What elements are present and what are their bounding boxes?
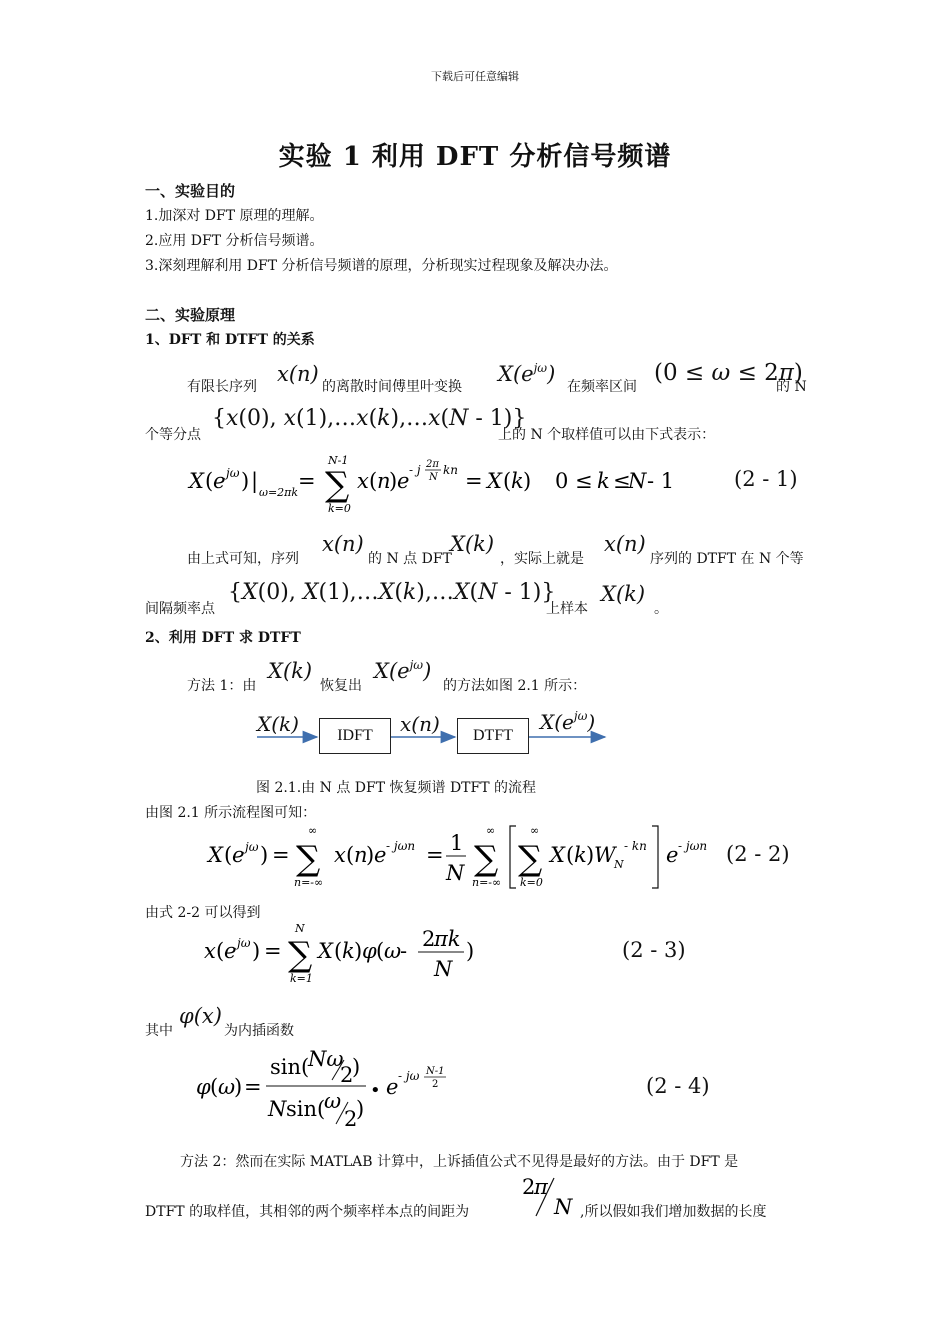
- p1-text-f: 上的 N 个取样值可以由下式表示：: [498, 427, 716, 443]
- svg-text:e: e: [386, 1075, 399, 1099]
- svg-text:- jω: - jω: [398, 1069, 420, 1083]
- svg-text:=: =: [298, 469, 316, 493]
- svg-text:2: 2: [422, 927, 436, 951]
- svg-text:e: e: [397, 469, 410, 493]
- p8-text-a: DTFT 的取样值，其相邻的两个频率样本点的间距为: [145, 1204, 470, 1220]
- svg-text:∑: ∑: [296, 839, 321, 879]
- svg-text:kn: kn: [443, 463, 458, 477]
- formula-x-n-2: x(n): [322, 532, 364, 556]
- p6-text-b: 为内插函数: [224, 1023, 294, 1039]
- svg-text:jω: jω: [226, 466, 240, 480]
- svg-text:N: N: [268, 1097, 287, 1121]
- flow-mid-label: x(n): [400, 712, 440, 736]
- svg-text:≤: ≤: [613, 469, 631, 493]
- svg-text:ω: ω: [324, 1089, 342, 1113]
- svg-text:): ): [389, 469, 398, 493]
- svg-text:x: x: [204, 939, 216, 963]
- section-2-heading: 二、实验原理: [145, 306, 236, 324]
- p7-text: 方法 2：然而在实际 MATLAB 计算中，上诉插值公式不见得是最好的方法。由于 DFT 是: [180, 1154, 739, 1170]
- formula-X-k-3: X(k): [268, 659, 313, 683]
- svg-text:0 ≤: 0 ≤: [555, 469, 593, 493]
- svg-text:k: k: [511, 469, 524, 493]
- objective-item-1: 1.加深对 DFT 原理的理解。: [145, 208, 324, 224]
- objective-item-2: 2.应用 DFT 分析信号频谱。: [145, 233, 324, 249]
- equation-2-3-number: (2 - 3): [622, 938, 686, 962]
- svg-text:): ): [586, 843, 595, 867]
- p2-text-d: 序列的 DTFT 在 N 个等: [650, 551, 804, 567]
- p5-text: 由式 2-2 可以得到: [145, 905, 261, 921]
- svg-text:(: (: [346, 843, 355, 867]
- p4-text: 由图 2.1 所示流程图可知：: [145, 805, 317, 821]
- subsection-dft-dtft: 1、DFT 和 DTFT 的关系: [145, 332, 315, 348]
- p1-text-e: 个等分点: [145, 427, 201, 443]
- svg-text:∑: ∑: [518, 839, 543, 879]
- formula-x-n-3: x(n): [604, 532, 646, 556]
- svg-text:(: (: [503, 469, 512, 493]
- formula-phi-x: φ(x): [179, 1004, 222, 1028]
- svg-text:1: 1: [450, 831, 464, 855]
- formula-sample-set: {x(0), x(1),…x(k),…x(N - 1)}: [212, 406, 527, 431]
- objective-item-3: 3.深刻理解利用 DFT 分析信号频谱的原理，分析现实过程现象及解决办法。: [145, 258, 618, 274]
- svg-text:N: N: [446, 861, 465, 885]
- svg-text:n: n: [354, 843, 368, 867]
- p1-text-b: 的离散时间傅里叶变换: [322, 379, 462, 395]
- p2-text-e: 间隔频率点: [145, 601, 215, 617]
- svg-text:∑: ∑: [325, 465, 350, 505]
- svg-text:): ): [366, 843, 375, 867]
- flow-output-label: $X(e^{j\omega})$: [540, 709, 596, 734]
- svg-text:sin(: sin(: [270, 1055, 310, 1079]
- svg-text:n=-∞: n=-∞: [294, 876, 324, 889]
- svg-text:(: (: [224, 843, 233, 867]
- svg-text:φ: φ: [362, 939, 377, 963]
- svg-text:2: 2: [344, 1107, 358, 1131]
- p2-text-f: 上样本: [546, 601, 588, 617]
- svg-text:(: (: [369, 469, 378, 493]
- svg-text:∑: ∑: [288, 935, 313, 975]
- formula-X-k-2: X(k): [601, 582, 646, 606]
- equation-2-1: [185, 450, 675, 516]
- svg-text:φ: φ: [196, 1075, 211, 1099]
- svg-text:(: (: [216, 939, 225, 963]
- svg-text:π: π: [534, 1175, 548, 1199]
- flow-box-dtft: [457, 718, 529, 754]
- svg-text:(: (: [205, 469, 214, 493]
- svg-text:(: (: [566, 843, 575, 867]
- svg-text:k=1: k=1: [290, 972, 313, 985]
- svg-text:): ): [252, 939, 261, 963]
- formula-x-n: x(n): [277, 362, 319, 386]
- svg-text:e: e: [232, 843, 245, 867]
- p2-text-a: 由上式可知，序列: [187, 551, 299, 567]
- svg-text:e: e: [666, 843, 679, 867]
- svg-text:W: W: [594, 843, 616, 867]
- svg-text:X: X: [208, 843, 223, 867]
- p2-text-b: 的 N 点 DFT: [368, 551, 452, 567]
- svg-text:N-1: N-1: [426, 1066, 445, 1077]
- svg-text:ω: ω: [218, 1075, 236, 1099]
- svg-text:ω=2πk: ω=2πk: [259, 486, 299, 499]
- svg-text:πk: πk: [434, 927, 461, 951]
- svg-text:k: k: [574, 843, 587, 867]
- svg-text:k: k: [342, 939, 355, 963]
- svg-text:k=0: k=0: [328, 502, 351, 515]
- flow-box-idft: [319, 718, 391, 754]
- svg-text:2π: 2π: [426, 459, 439, 470]
- formula-X-k: X(k): [450, 532, 495, 556]
- svg-text:e: e: [224, 939, 237, 963]
- p3-text-c: 的方法如图 2.1 所示：: [443, 678, 587, 694]
- svg-text:x: x: [357, 469, 369, 493]
- equation-2-2: [204, 820, 724, 894]
- p1-text-d: 的 N: [776, 379, 807, 395]
- svg-text:N: N: [554, 1195, 573, 1219]
- equation-2-3: [200, 918, 500, 988]
- svg-text:N: N: [614, 858, 624, 871]
- formula-interval: (0 ≤ ω ≤ 2π): [654, 360, 803, 386]
- svg-text:∞: ∞: [530, 824, 540, 837]
- svg-text:): ): [260, 843, 269, 867]
- equation-2-4-number: (2 - 4): [646, 1074, 710, 1098]
- page-title: 实验 1 利用 DFT 分析信号频谱: [278, 142, 672, 172]
- svg-text:=: =: [426, 843, 444, 867]
- svg-text:2: 2: [340, 1063, 354, 1087]
- equation-2-2-number: (2 - 2): [726, 842, 790, 866]
- svg-text:): ): [241, 469, 250, 493]
- formula-X-ejw: $X(e^{j\omega})$: [498, 361, 556, 386]
- p8-text-b: ,所以假如我们增加数据的长度: [580, 1204, 767, 1220]
- svg-text:k: k: [597, 469, 610, 493]
- p1-text-c: 在频率区间: [567, 379, 637, 395]
- svg-text:X: X: [189, 469, 204, 493]
- svg-text:): ): [523, 469, 532, 493]
- svg-text:n: n: [377, 469, 391, 493]
- formula-2pi-over-N: [518, 1172, 582, 1220]
- svg-text:X: X: [487, 469, 502, 493]
- svg-text:): ): [352, 1055, 361, 1079]
- p2-text-g: 。: [654, 601, 668, 617]
- svg-text:e: e: [374, 843, 387, 867]
- svg-text:- 1: - 1: [647, 469, 675, 493]
- svg-text:=: =: [272, 843, 290, 867]
- flow-output-text: X(e: [540, 710, 574, 734]
- svg-text:=: =: [244, 1075, 262, 1099]
- p3-text-b: 恢复出: [320, 678, 362, 694]
- svg-text:- j: - j: [409, 463, 421, 477]
- svg-text:k=0: k=0: [520, 876, 543, 889]
- svg-text:N: N: [429, 472, 438, 483]
- svg-text:sin(: sin(: [286, 1097, 326, 1121]
- svg-text:2: 2: [522, 1175, 536, 1199]
- svg-text:- kn: - kn: [624, 839, 647, 853]
- svg-text:ω: ω: [384, 939, 402, 963]
- svg-text:Nω: Nω: [308, 1047, 344, 1071]
- formula-X-ejw-2: $X(e^{j\omega})$: [374, 658, 432, 683]
- equation-2-4: [192, 1040, 492, 1132]
- section-1-heading: 一、实验目的: [145, 182, 236, 200]
- p6-text-a: 其中: [145, 1023, 173, 1039]
- svg-text:n=-∞: n=-∞: [472, 876, 502, 889]
- svg-text:x: x: [334, 843, 346, 867]
- subsection-dft-to-dtft: 2、利用 DFT 求 DTFT: [145, 630, 301, 646]
- svg-text:): ): [354, 939, 363, 963]
- svg-text:): ): [356, 1097, 365, 1121]
- svg-text:(: (: [376, 939, 385, 963]
- svg-text:jω: jω: [245, 840, 259, 854]
- flow-box-dtft-label: DTFT: [473, 727, 513, 744]
- p1-text-a: 有限长序列: [187, 379, 257, 395]
- svg-text:X: X: [318, 939, 333, 963]
- svg-text:∞: ∞: [308, 824, 318, 837]
- svg-text:): ): [466, 939, 475, 963]
- svg-text:N-1: N-1: [328, 454, 349, 467]
- formula-freq-points: {X(0), X(1),…X(k),…X(N - 1)}: [228, 580, 556, 605]
- page-header-note: 下载后可任意编辑: [431, 70, 519, 83]
- svg-text:N: N: [295, 922, 305, 935]
- svg-text:e: e: [213, 469, 226, 493]
- svg-text:N: N: [628, 469, 647, 493]
- equation-2-1-number: (2 - 1): [734, 467, 798, 491]
- svg-text:(: (: [334, 939, 343, 963]
- svg-text:=: =: [264, 939, 282, 963]
- svg-text:- jωn: - jωn: [386, 839, 416, 853]
- svg-text:jω: jω: [237, 936, 251, 950]
- p3-text-a: 方法 1：由: [187, 678, 257, 694]
- flow-input-label: X(k): [257, 712, 299, 736]
- svg-text:•: •: [370, 1080, 381, 1101]
- svg-text:-: -: [400, 939, 408, 963]
- svg-text:∞: ∞: [486, 824, 496, 837]
- svg-text:2: 2: [432, 1079, 439, 1090]
- flow-box-idft-label: IDFT: [337, 727, 373, 744]
- figure-caption: 图 2.1.由 N 点 DFT 恢复频谱 DTFT 的流程: [256, 780, 537, 796]
- svg-text:|: |: [251, 469, 259, 493]
- svg-text:): ): [234, 1075, 243, 1099]
- svg-text:N: N: [434, 957, 453, 981]
- svg-text:∑: ∑: [474, 839, 499, 879]
- svg-text:(: (: [210, 1075, 219, 1099]
- svg-text:X: X: [550, 843, 565, 867]
- svg-text:- jωn: - jωn: [678, 839, 708, 853]
- svg-text:=: =: [465, 469, 483, 493]
- p2-text-c: ，实际上就是: [500, 551, 584, 567]
